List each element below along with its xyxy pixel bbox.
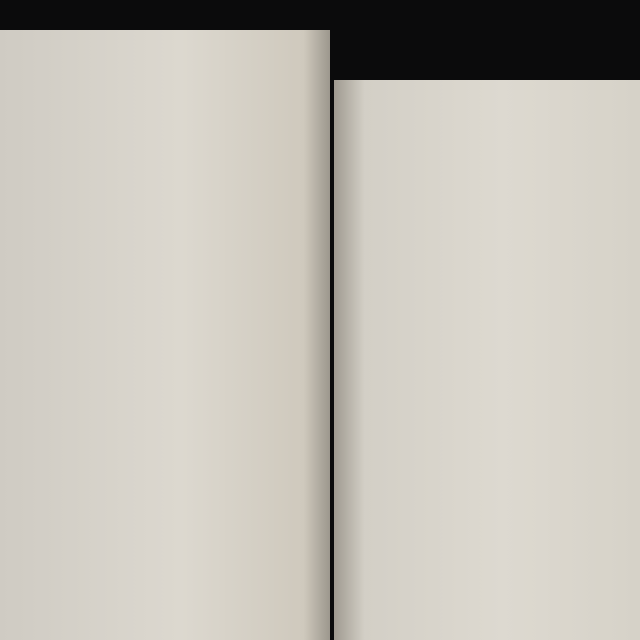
right-toc	[362, 142, 638, 146]
left-page	[0, 30, 330, 640]
left-toc	[0, 104, 324, 113]
right-page	[334, 80, 640, 640]
